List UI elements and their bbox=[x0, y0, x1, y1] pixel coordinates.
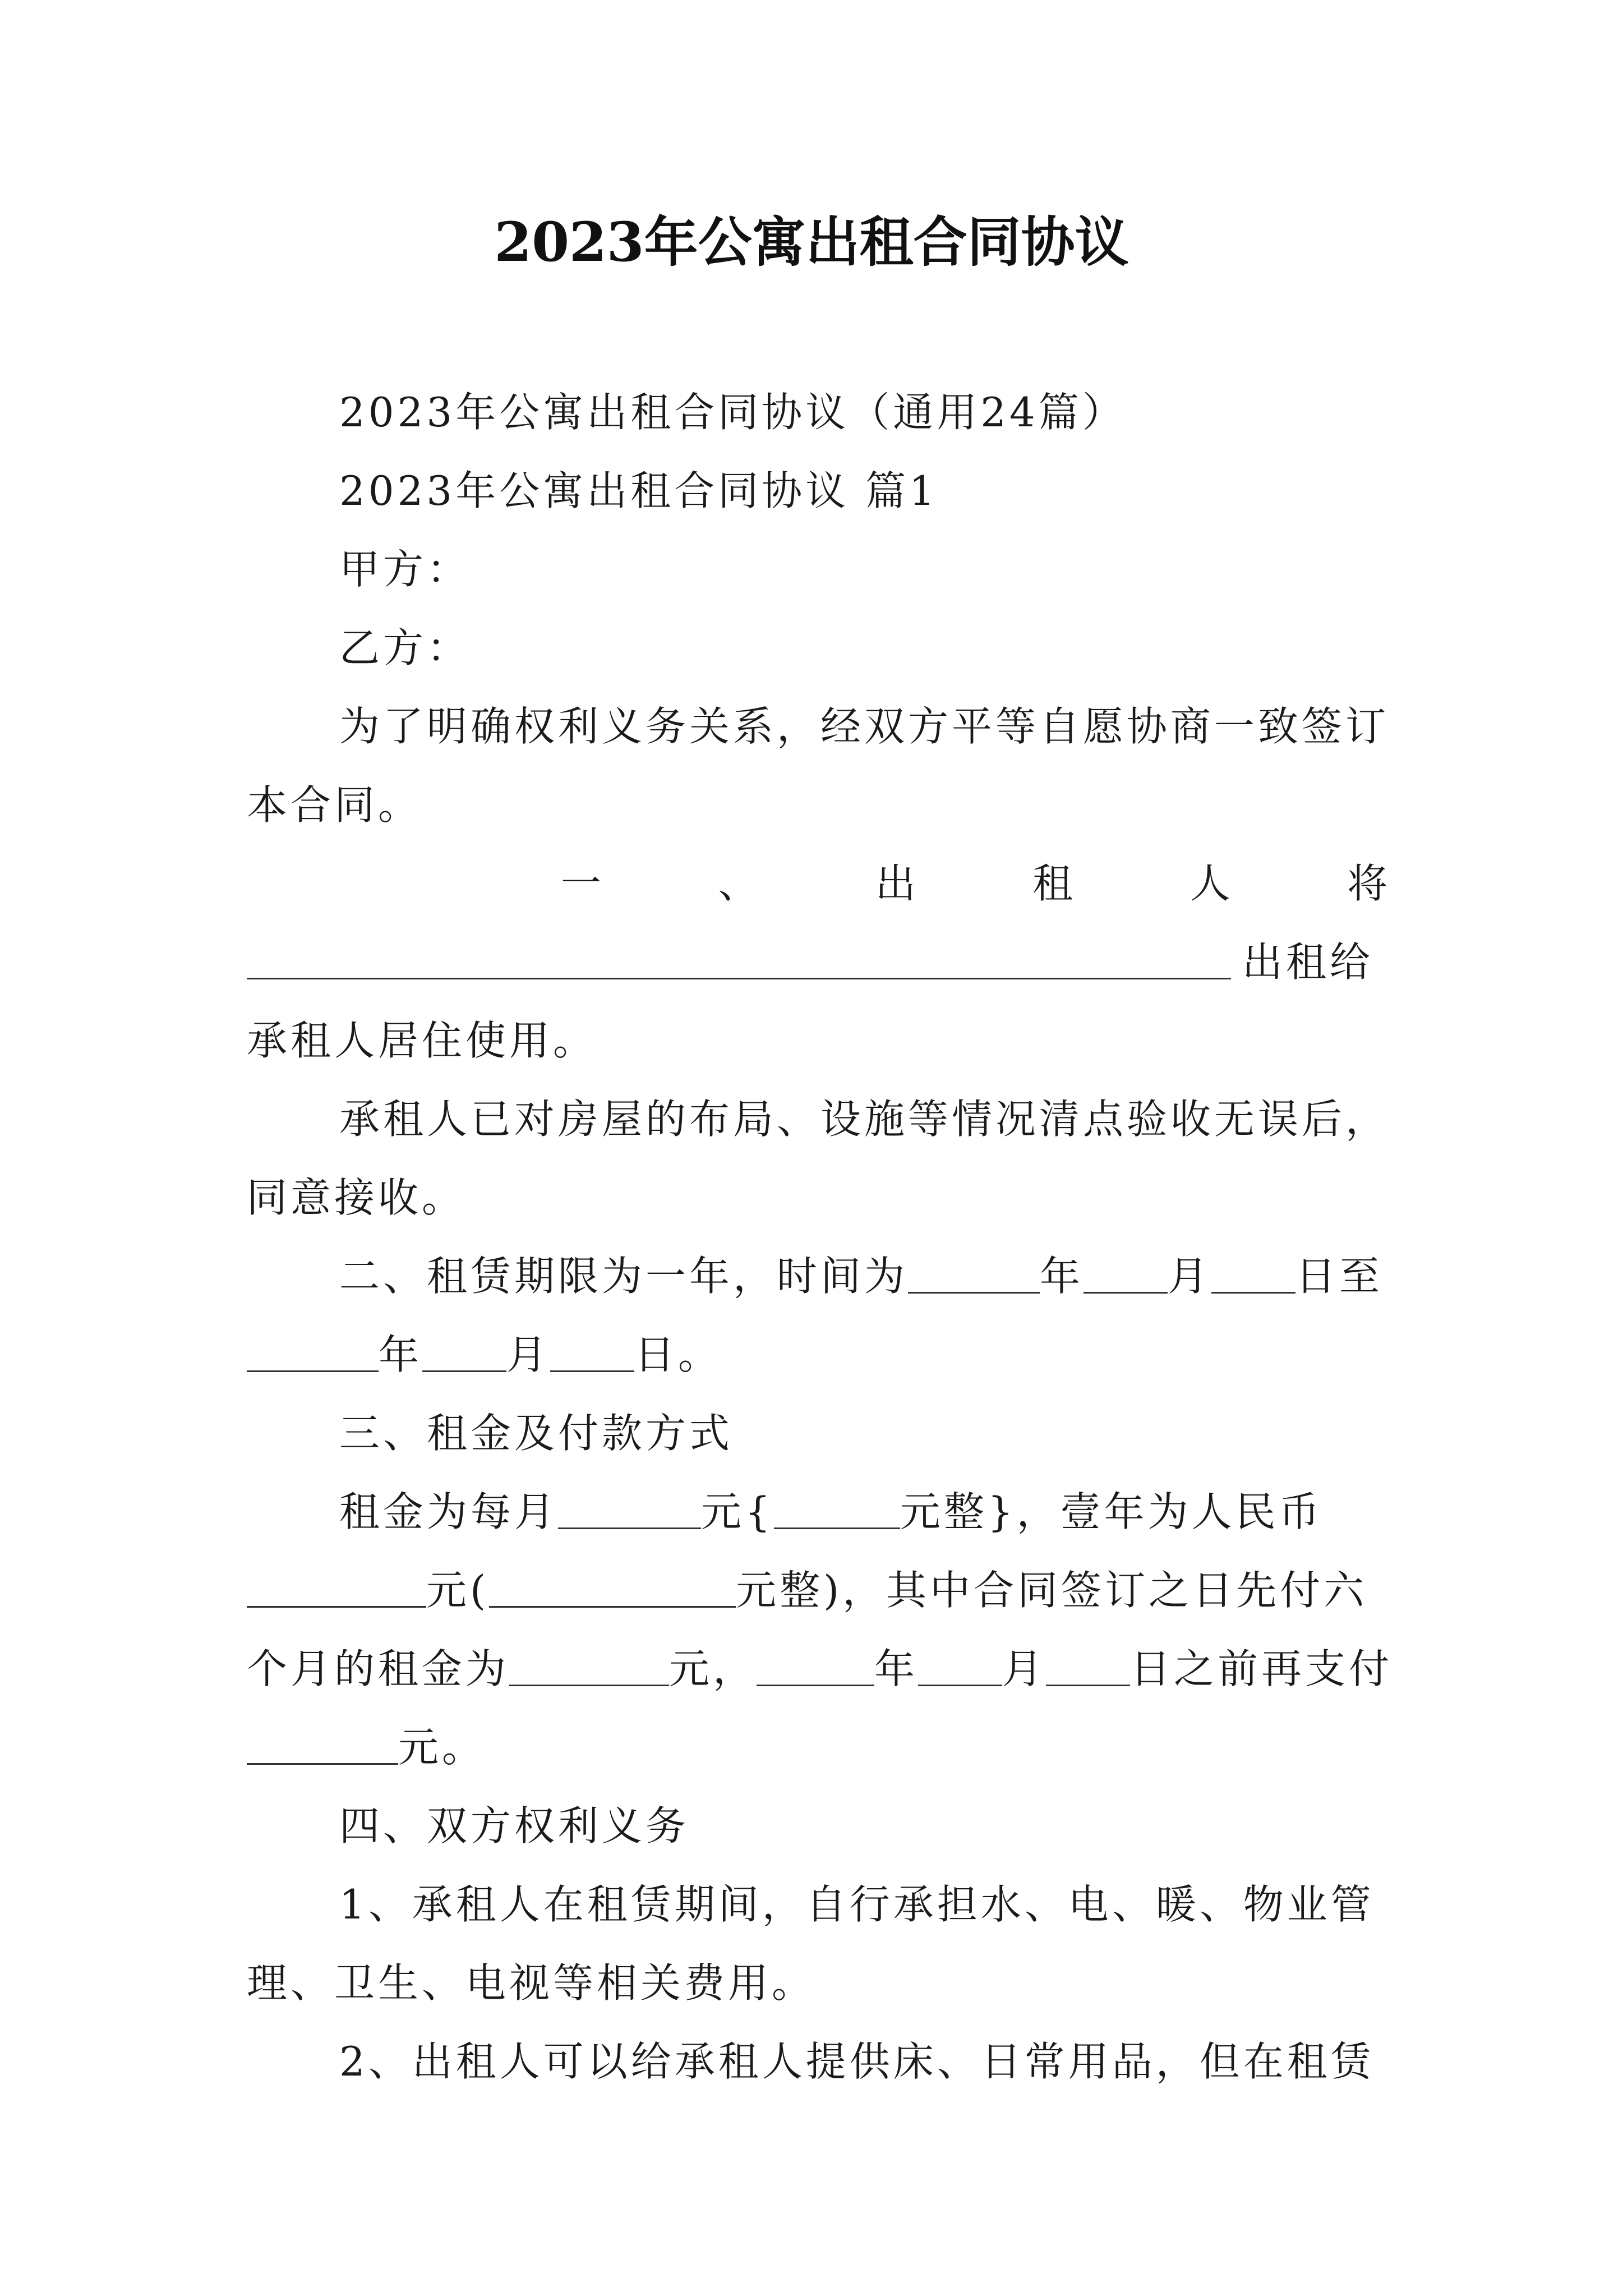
rent-text: 日之前再支付 bbox=[1130, 1645, 1393, 1692]
annual-rent-blank bbox=[247, 1566, 426, 1608]
annual-rent-words-blank bbox=[489, 1566, 736, 1608]
rent-text: 元。 bbox=[398, 1724, 486, 1771]
clause-1-char: 出 bbox=[875, 860, 919, 907]
subtitle: 2023年公寓出租合同协议（通用24篇） bbox=[339, 389, 1126, 436]
item-1-line-2: 理、卫生、电视等相关费用。 bbox=[247, 1959, 816, 2007]
start-day-blank bbox=[1211, 1251, 1295, 1294]
clause-1-char: 人 bbox=[1189, 860, 1234, 907]
monthly-rent-words-blank bbox=[774, 1487, 900, 1529]
rent-line-1 bbox=[247, 1484, 1483, 1540]
rent-text: 租金为每月 bbox=[339, 1488, 559, 1535]
property-address-blank bbox=[247, 937, 1231, 979]
rent-text: 元( bbox=[426, 1567, 490, 1614]
rent-text: 个月的租金为 bbox=[247, 1645, 510, 1692]
six-month-rent-blank bbox=[509, 1644, 669, 1686]
section-heading: 2023年公寓出租合同协议 篇1 bbox=[339, 467, 938, 514]
day-to-label: 日至 bbox=[1295, 1253, 1384, 1300]
clause-1-line-2 bbox=[247, 934, 1391, 990]
clause-1-char: 将 bbox=[1347, 860, 1391, 907]
clause-1-char: 一 bbox=[561, 860, 605, 907]
rent-line-3 bbox=[247, 1641, 1391, 1697]
rent-text: 年 bbox=[874, 1645, 919, 1692]
rights-heading: 四、双方权利义务 bbox=[339, 1802, 690, 1849]
rent-text: 元整)，其中合同签订之日先付六 bbox=[736, 1567, 1368, 1614]
intro-paragraph-line-1: 为了明确权利义务关系，经双方平等自愿协商一致签订 bbox=[339, 703, 1390, 750]
term-line-2 bbox=[247, 1327, 1391, 1383]
clause-1-char: 、 bbox=[718, 860, 762, 907]
rent-text: 元， bbox=[669, 1645, 757, 1692]
rent-line-2 bbox=[247, 1562, 1391, 1618]
clause-1-line-3: 承租人居住使用。 bbox=[247, 1017, 597, 1064]
item-1-line-1: 1、承租人在租赁期间，自行承担水、电、暖、物业管 bbox=[339, 1881, 1375, 1928]
term-prefix: 二、租赁期限为一年，时间为 bbox=[339, 1253, 909, 1300]
month-label: 月 bbox=[506, 1331, 551, 1378]
payment-month-blank bbox=[918, 1644, 1002, 1686]
document-title: 2023年公寓出租合同协议 bbox=[494, 210, 1129, 274]
rent-line-4 bbox=[247, 1719, 1391, 1775]
acceptance-line-2: 同意接收。 bbox=[247, 1174, 466, 1221]
start-year-blank bbox=[908, 1251, 1040, 1294]
rent-text: 月 bbox=[1002, 1645, 1046, 1692]
payment-day-blank bbox=[1046, 1644, 1130, 1686]
monthly-rent-blank bbox=[558, 1487, 701, 1529]
start-month-blank bbox=[1083, 1251, 1168, 1294]
month-label: 月 bbox=[1168, 1253, 1212, 1300]
year-label: 年 bbox=[379, 1331, 423, 1378]
rent-text: 元整}，壹年为人民币 bbox=[900, 1488, 1323, 1535]
payment-year-blank bbox=[757, 1644, 874, 1686]
acceptance-line-1: 承租人已对房屋的布局、设施等情况清点验收无误后， bbox=[339, 1096, 1390, 1143]
day-end-label: 日。 bbox=[634, 1331, 722, 1378]
item-2-line-1: 2、出租人可以给承租人提供床、日常用品，但在租赁 bbox=[339, 2038, 1375, 2085]
end-day-blank bbox=[550, 1330, 634, 1372]
party-a-label: 甲方： bbox=[339, 546, 471, 593]
party-b-label: 乙方： bbox=[339, 624, 471, 671]
end-month-blank bbox=[422, 1330, 506, 1372]
term-line-1 bbox=[247, 1248, 1483, 1304]
rent-text: 元{ bbox=[701, 1488, 774, 1535]
end-year-blank bbox=[247, 1330, 379, 1372]
rent-heading: 三、租金及付款方式 bbox=[339, 1410, 734, 1457]
clause-1-heading bbox=[247, 855, 1391, 912]
year-label: 年 bbox=[1040, 1253, 1084, 1300]
intro-paragraph-line-2: 本合同。 bbox=[247, 781, 422, 829]
remaining-rent-blank bbox=[247, 1723, 398, 1765]
clause-1-char: 租 bbox=[1032, 860, 1077, 907]
clause-1-tail: 出租给 bbox=[1242, 938, 1374, 986]
